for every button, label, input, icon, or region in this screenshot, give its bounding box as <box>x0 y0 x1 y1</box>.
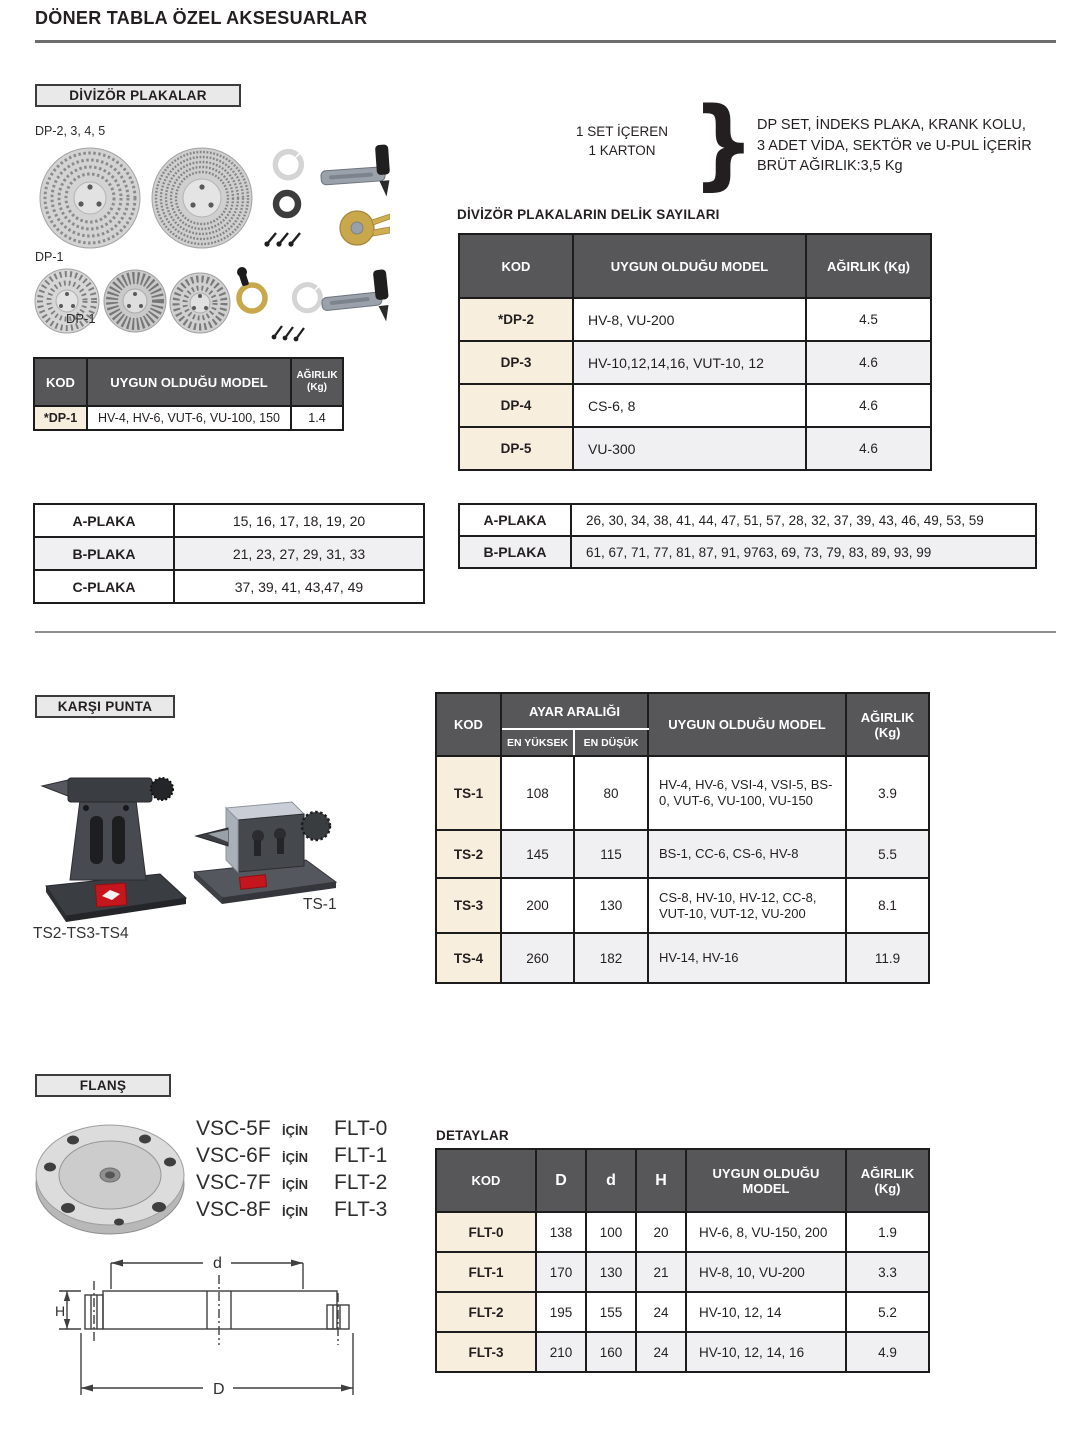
en-dusuk-cell: 182 <box>574 933 648 983</box>
vsc-icin-label: İÇİN <box>282 1204 308 1219</box>
table-row <box>34 537 424 570</box>
vsc-model: VSC-8F <box>196 1198 271 1221</box>
table-row <box>436 830 929 878</box>
caption-dp1: DP-1 <box>35 250 64 264</box>
model-cell: BS-1, CC-6, CS-6, HV-8 <box>648 830 846 878</box>
col-header-d: d <box>586 1149 636 1212</box>
table-row <box>34 406 343 430</box>
col-header-model: UYGUN OLDUĞU MODEL <box>87 358 291 406</box>
set-note-desc-line3: BRÜT AĞIRLIK:3,5 Kg <box>757 158 903 174</box>
set-note-left <box>552 122 692 160</box>
model-cell: CS-8, HV-10, HV-12, CC-8, VUT-10, VUT-12, VU-200 <box>648 878 846 933</box>
plaka-values-cell: 61, 67, 71, 77, 81, 87, 91, 9763, 69, 73, 79, 83, 89, 93, 99 <box>571 536 1036 568</box>
table-header-row <box>459 234 931 298</box>
vsc-model: VSC-6F <box>196 1144 271 1167</box>
flange-drawing <box>55 1243 395 1418</box>
table-row <box>459 341 931 384</box>
title-rule <box>35 40 1056 43</box>
D-cell: 195 <box>536 1292 586 1332</box>
page-title: DÖNER TABLA ÖZEL AKSESUARLAR <box>35 8 368 28</box>
table-row <box>436 1292 929 1332</box>
vsc-line <box>196 1198 387 1225</box>
plaka-label-cell: C-PLAKA <box>34 570 174 603</box>
kod-cell: TS-1 <box>436 756 501 830</box>
table-row <box>459 536 1036 568</box>
section-label-flans: FLANŞ <box>35 1074 171 1097</box>
table-header-row <box>34 358 343 406</box>
kod-cell: TS-4 <box>436 933 501 983</box>
weight-cell: 1.4 <box>291 406 343 430</box>
model-cell: HV-8, VU-200 <box>573 298 806 341</box>
ts1-photo <box>188 788 343 908</box>
vsc-line <box>196 1144 387 1171</box>
plaka-label-cell: B-PLAKA <box>459 536 571 568</box>
D-cell: 210 <box>536 1332 586 1372</box>
plaka-label-cell: A-PLAKA <box>34 504 174 537</box>
table-row <box>459 384 931 427</box>
col-header-agirlik: AĞIRLIK (Kg) <box>291 358 343 406</box>
weight-cell: 5.2 <box>846 1292 929 1332</box>
detaylar-heading: DETAYLAR <box>436 1128 509 1143</box>
en-yuksek-cell: 200 <box>501 878 574 933</box>
col-header-model: UYGUN OLDUĞU MODEL <box>648 693 846 756</box>
set-note-desc-line2: 3 ADET VİDA, SEKTÖR ve U-PUL İÇERİR <box>757 137 1032 154</box>
model-cell: HV-6, 8, VU-150, 200 <box>686 1212 846 1252</box>
col-header-ayar-araligi: AYAR ARALIĞI <box>501 693 648 729</box>
weight-cell: 4.6 <box>806 341 931 384</box>
col-header-kod: KOD <box>34 358 87 406</box>
H-cell: 24 <box>636 1292 686 1332</box>
kod-cell: *DP-2 <box>459 298 573 341</box>
set-note-line2: 1 KARTON <box>588 143 656 158</box>
H-cell: 20 <box>636 1212 686 1252</box>
drawing-dim-D-label: D <box>213 1381 225 1398</box>
kod-cell: FLT-2 <box>436 1292 536 1332</box>
H-cell: 24 <box>636 1332 686 1372</box>
kod-cell: DP-5 <box>459 427 573 470</box>
drawing-dim-H-label: H <box>55 1303 66 1319</box>
weight-cell: 3.9 <box>846 756 929 830</box>
D-cell: 138 <box>536 1212 586 1252</box>
weight-cell: 4.6 <box>806 427 931 470</box>
flt-table <box>435 1148 930 1373</box>
col-header-H: H <box>636 1149 686 1212</box>
weight-cell: 1.9 <box>846 1212 929 1252</box>
col-header-D: D <box>536 1149 586 1212</box>
en-dusuk-cell: 115 <box>574 830 648 878</box>
kod-cell: FLT-3 <box>436 1332 536 1372</box>
set-note-description <box>757 115 1057 177</box>
kod-cell: *DP-1 <box>34 406 87 430</box>
d-cell: 155 <box>586 1292 636 1332</box>
d-cell: 160 <box>586 1332 636 1372</box>
col-header-model: UYGUN OLDUĞU MODEL <box>573 234 806 298</box>
plaka-values-cell: 21, 23, 27, 29, 31, 33 <box>174 537 424 570</box>
table-row <box>436 756 929 830</box>
D-cell: 170 <box>536 1252 586 1292</box>
model-cell: HV-4, HV-6, VSI-4, VSI-5, BS-0, VUT-6, VU-100, VU-150 <box>648 756 846 830</box>
col-header-kod: KOD <box>459 234 573 298</box>
model-cell: HV-14, HV-16 <box>648 933 846 983</box>
kod-cell: FLT-1 <box>436 1252 536 1292</box>
col-header-kod: KOD <box>436 693 501 756</box>
weight-cell: 8.1 <box>846 878 929 933</box>
flange-photo <box>33 1112 188 1244</box>
table-row <box>459 298 931 341</box>
weight-cell: 3.3 <box>846 1252 929 1292</box>
vsc-line <box>196 1171 387 1198</box>
d-cell: 100 <box>586 1212 636 1252</box>
vsc-icin-label: İÇİN <box>282 1150 308 1165</box>
set-note-desc-line1: DP SET, İNDEKS PLAKA, KRANK KOLU, <box>757 117 1026 133</box>
kod-cell: TS-2 <box>436 830 501 878</box>
table-row <box>34 570 424 603</box>
plaka-values-cell: 15, 16, 17, 18, 19, 20 <box>174 504 424 537</box>
table-row <box>436 1252 929 1292</box>
vsc-model: VSC-5F <box>196 1117 271 1140</box>
en-yuksek-cell: 145 <box>501 830 574 878</box>
caption-ts1: TS-1 <box>303 896 337 913</box>
ts234-photo <box>38 758 193 923</box>
weight-cell: 11.9 <box>846 933 929 983</box>
model-cell: HV-8, 10, VU-200 <box>686 1252 846 1292</box>
plaka-values-cell: 26, 30, 34, 38, 41, 44, 47, 51, 57, 28, 32, 37, 39, 43, 46, 49, 53, 59 <box>571 504 1036 536</box>
vsc-flt-mapping <box>196 1117 387 1225</box>
plaka-table-right <box>458 503 1037 569</box>
table-row <box>436 933 929 983</box>
section-label-divizor-plakalar: DİVİZÖR PLAKALAR <box>35 84 241 107</box>
section-label-karsi-punta: KARŞI PUNTA <box>35 695 175 718</box>
dp1-table <box>33 357 344 431</box>
table-row <box>459 504 1036 536</box>
delik-heading: DİVİZÖR PLAKALARIN DELİK SAYILARI <box>457 207 720 222</box>
vsc-icin-label: İÇİN <box>282 1177 308 1192</box>
caption-dp1-overlay: DP-1 <box>66 311 96 326</box>
kod-cell: FLT-0 <box>436 1212 536 1252</box>
set-note-line1: 1 SET İÇEREN <box>575 124 669 139</box>
dp2345-photo <box>35 140 390 250</box>
caption-dp2345: DP-2, 3, 4, 5 <box>35 124 106 138</box>
model-cell: VU-300 <box>573 427 806 470</box>
caption-ts234: TS2-TS3-TS4 <box>33 925 129 942</box>
plaka-table-left <box>33 503 425 604</box>
table-row <box>459 427 931 470</box>
section-divider <box>35 631 1056 633</box>
vsc-flt: FLT-1 <box>334 1144 388 1167</box>
table-header-row <box>436 1149 929 1212</box>
col-header-agirlik: AĞIRLIK (Kg) <box>846 1149 929 1212</box>
model-cell: HV-4, HV-6, VUT-6, VU-100, 150 <box>87 406 291 430</box>
col-header-model: UYGUN OLDUĞU MODEL <box>686 1149 846 1212</box>
plaka-label-cell: B-PLAKA <box>34 537 174 570</box>
vsc-flt: FLT-3 <box>334 1198 388 1221</box>
table-row <box>436 878 929 933</box>
model-cell: HV-10, 12, 14 <box>686 1292 846 1332</box>
model-cell: HV-10,12,14,16, VUT-10, 12 <box>573 341 806 384</box>
H-cell: 21 <box>636 1252 686 1292</box>
vsc-icin-label: İÇİN <box>282 1123 308 1138</box>
kod-cell: TS-3 <box>436 878 501 933</box>
dp-table <box>458 233 932 471</box>
ts-table <box>435 692 930 984</box>
col-header-agirlik: AĞIRLIK (Kg) <box>846 693 929 756</box>
en-dusuk-cell: 80 <box>574 756 648 830</box>
table-row <box>34 504 424 537</box>
table-row <box>436 1332 929 1372</box>
dp1-photo <box>30 262 410 344</box>
col-header-en-dusuk: EN DÜŞÜK <box>574 729 648 756</box>
table-header-row <box>436 693 929 729</box>
model-cell: CS-6, 8 <box>573 384 806 427</box>
vsc-line <box>196 1117 387 1144</box>
kod-cell: DP-4 <box>459 384 573 427</box>
plaka-label-cell: A-PLAKA <box>459 504 571 536</box>
en-yuksek-cell: 108 <box>501 756 574 830</box>
table-row <box>436 1212 929 1252</box>
plaka-values-cell: 37, 39, 41, 43,47, 49 <box>174 570 424 603</box>
en-dusuk-cell: 130 <box>574 878 648 933</box>
drawing-dim-d-label: d <box>213 1255 222 1272</box>
d-cell: 130 <box>586 1252 636 1292</box>
weight-cell: 5.5 <box>846 830 929 878</box>
vsc-flt: FLT-0 <box>334 1117 388 1140</box>
vsc-flt: FLT-2 <box>334 1171 388 1194</box>
weight-cell: 4.6 <box>806 384 931 427</box>
col-header-en-yuksek: EN YÜKSEK <box>501 729 574 756</box>
weight-cell: 4.9 <box>846 1332 929 1372</box>
col-header-kod: KOD <box>436 1149 536 1212</box>
kod-cell: DP-3 <box>459 341 573 384</box>
col-header-agirlik: AĞIRLIK (Kg) <box>806 234 931 298</box>
vsc-model: VSC-7F <box>196 1171 271 1194</box>
weight-cell: 4.5 <box>806 298 931 341</box>
model-cell: HV-10, 12, 14, 16 <box>686 1332 846 1372</box>
brace-glyph: } <box>692 87 755 201</box>
en-yuksek-cell: 260 <box>501 933 574 983</box>
